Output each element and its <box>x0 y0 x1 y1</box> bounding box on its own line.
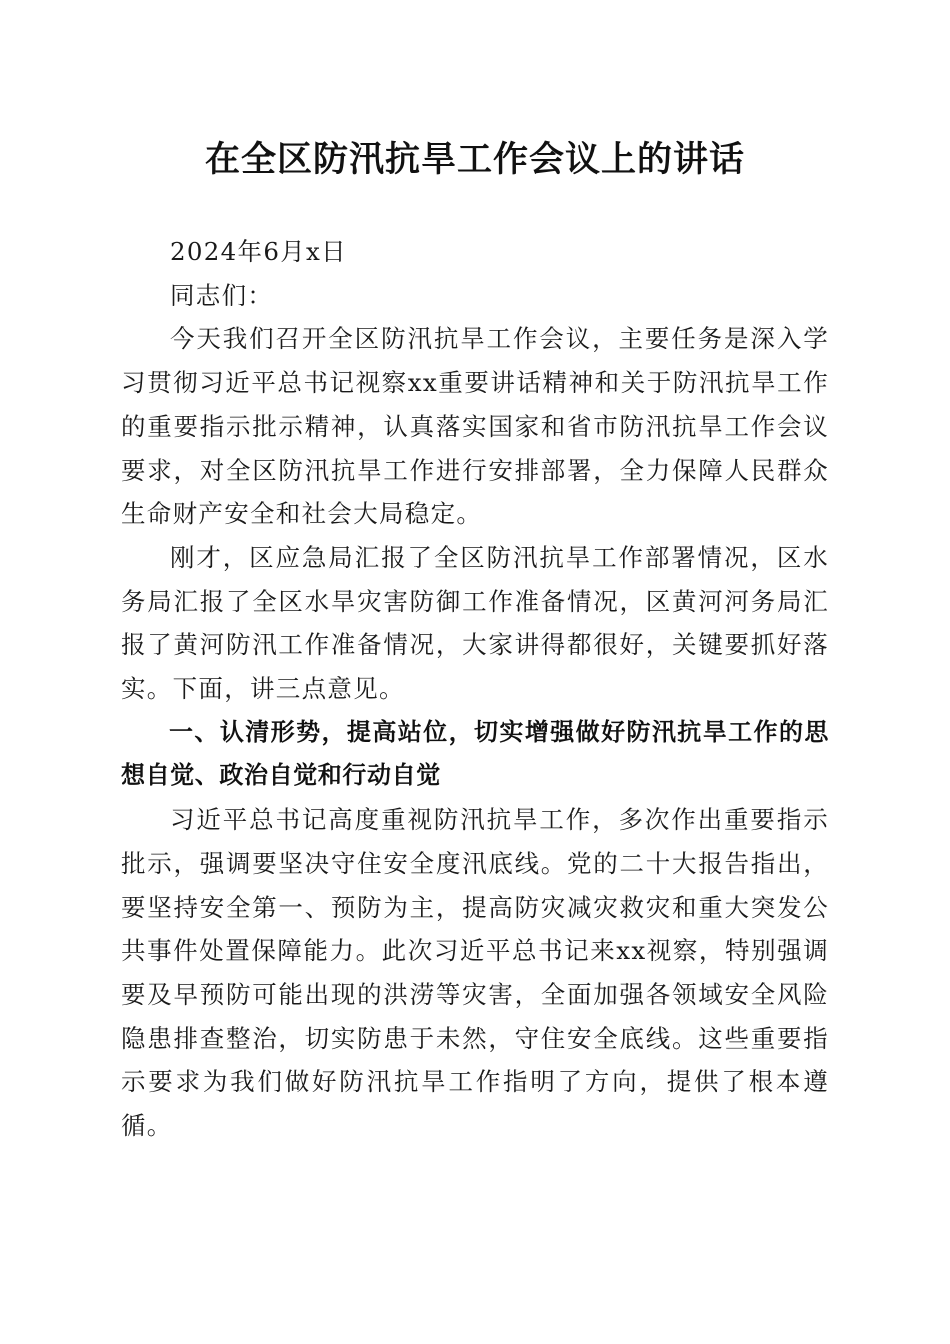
section-heading: 一、认清形势，提高站位，切实增强做好防汛抗旱工作的思想自觉、政治自觉和行动自觉 <box>121 717 829 790</box>
body-paragraph: 刚才，区应急局汇报了全区防汛抗旱工作部署情况，区水务局汇报了全区水旱灾害防御工作准备情况，区黄河河务局汇报了黄河防汛工作准备情况，大家讲得都很好，关键要抓好落实。下面，讲三点意见。 <box>121 542 829 704</box>
salutation: 同志们： <box>170 280 274 310</box>
document-body <box>121 230 829 1148</box>
date-line: 2024年6月x日 <box>170 237 347 266</box>
section-paragraph: 习近平总书记高度重视防汛抗旱工作，多次作出重要指示批示，强调要坚决守住安全度汛底线。党的二十大报告指出，要坚持安全第一、预防为主，提高防灾减灾救灾和重大突发公共事件处置保障能力。此次习近平总书记来xx视察，特别强调要及早预防可能出现的洪涝等灾害，全面加强各领域安全风险隐患排查整治，切实防患于未然，守住安全底线。这些重要指示要求为我们做好防汛抗旱工作指明了方向，提供了根本遵循。 <box>121 805 829 1141</box>
body-paragraph: 今天我们召开全区防汛抗旱工作会议，主要任务是深入学习贯彻习近平总书记视察xx重要讲话精神和关于防汛抗旱工作的重要指示批示精神，认真落实国家和省市防汛抗旱工作会议要求，对全区防汛抗旱工作进行安排部署，全力保障人民群众生命财产安全和社会大局稳定。 <box>121 324 829 529</box>
document-title: 在全区防汛抗旱工作会议上的讲话 <box>204 139 745 180</box>
